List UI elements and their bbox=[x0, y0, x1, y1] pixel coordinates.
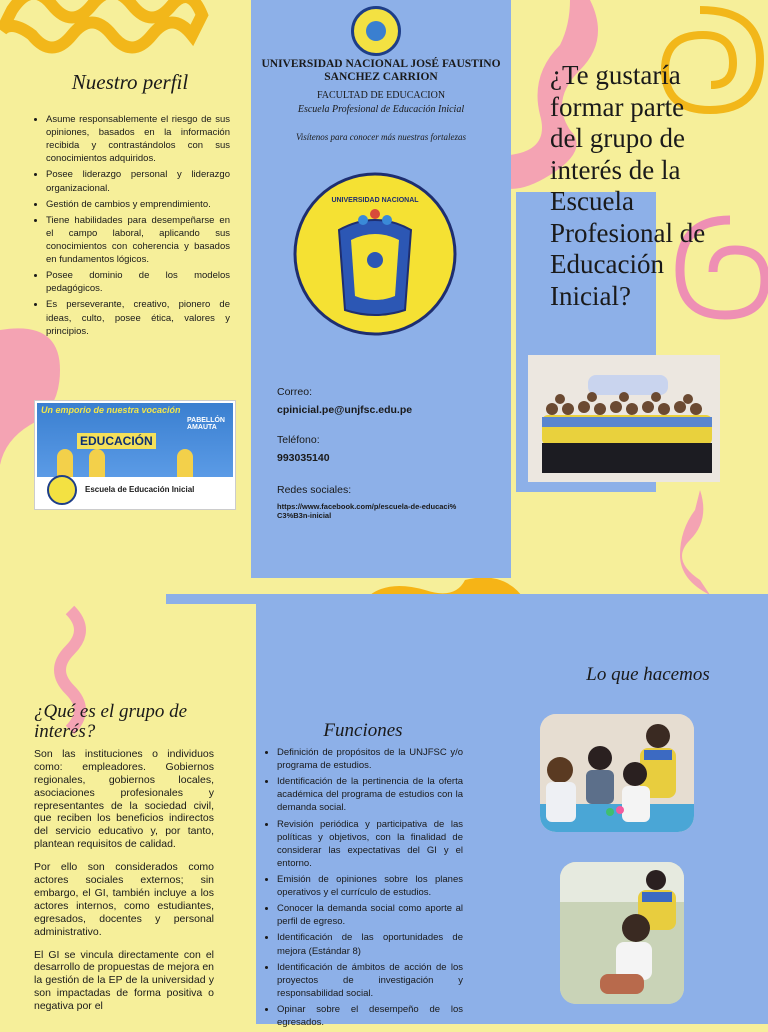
que-es-p1: Son las instituciones o individuos como: empleadores. Gobiernos regionales, gobiernos locales, asociaciones profesionales y representantes de la sociedad civil, que reciben los beneficios indirectos del servicio educativo y, por tanto, plantean requisitos de calidad. bbox=[34, 747, 214, 851]
email-label: Correo: bbox=[277, 386, 313, 398]
que-es-panel bbox=[34, 702, 214, 1013]
pink-wave-right bbox=[680, 490, 710, 595]
perfil-list bbox=[30, 113, 230, 338]
list-item: • Emisión de opiniones sobre los planes operativos y el currículo de estudios. bbox=[277, 873, 463, 899]
list-item: • Definición de propósitos de la UNJFSC y/o programa de estudios. bbox=[277, 746, 463, 772]
banner-logo bbox=[47, 475, 77, 505]
faculty-name: FACULTAD DE EDUCACION bbox=[316, 90, 446, 101]
cartoon-figures bbox=[47, 447, 227, 477]
banner-sign: EDUCACIÓN bbox=[77, 433, 156, 449]
perfil-panel bbox=[30, 70, 230, 341]
school-banner-image bbox=[34, 400, 236, 510]
funciones-list bbox=[263, 746, 463, 1029]
perfil-title: Nuestro perfil bbox=[71, 70, 189, 94]
group-photo bbox=[528, 355, 720, 482]
funciones-title: Funciones bbox=[323, 720, 403, 741]
list-item: • Posee dominio de los modelos pedagógicos. bbox=[46, 269, 230, 295]
children-photo-1 bbox=[540, 714, 694, 832]
list-item: • Identificación de ámbitos de acción de los proyectos de investigación y responsabilidad social. bbox=[277, 961, 463, 1000]
list-item: • Tiene habilidades para desempeñarse en el campo laboral, aplicando sus conocimientos con coherencia y basados en fundamentos lógicos. bbox=[46, 214, 230, 266]
list-item: • Revisión periódica y participativa de las políticas y objetivos, con la finalidad de considerar las expectativas del GI y el entorno. bbox=[277, 818, 463, 870]
school-name: Escuela Profesional de Educación Inicial bbox=[297, 104, 465, 115]
banner-sign-right: PABELLÓN AMAUTA bbox=[187, 417, 225, 431]
back-top-strip bbox=[166, 594, 256, 604]
invite-text: Visítenos para conocer más nuestras fortalezas bbox=[295, 132, 467, 142]
que-es-p2: Por ello son considerados como actores sociales externos; sin embargo, el GI, también incluye a los actores internos, como estudiantes, egresados, docentes y personal administrativo. bbox=[34, 861, 214, 938]
list-item: • Gestión de cambios y emprendimiento. bbox=[46, 198, 230, 211]
orange-squiggle bbox=[2, 0, 202, 48]
email-value[interactable]: cpinicial.pe@unjfsc.edu.pe bbox=[277, 404, 413, 416]
phone-value[interactable]: 993035140 bbox=[277, 452, 330, 464]
center-panel bbox=[251, 0, 511, 578]
list-item: • Opinar sobre el desempeño de los egresados. bbox=[277, 1003, 463, 1029]
lo-que-hacemos-title: Lo que hacemos bbox=[586, 664, 710, 685]
social-label: Redes sociales: bbox=[277, 484, 352, 496]
banner-top-text: Un emporio de nuestra vocación bbox=[41, 405, 181, 415]
list-item: • Identificación de las oportunidades de mejora (Estándar 8) bbox=[277, 931, 463, 957]
children-photo-2 bbox=[560, 862, 684, 1004]
svg-text:UNIVERSIDAD NACIONAL: UNIVERSIDAD NACIONAL bbox=[331, 197, 419, 204]
que-es-title: ¿Qué es el grupo de interés? bbox=[34, 701, 188, 742]
que-es-p3: El GI se vincula directamente con el desarrollo de propuestas de mejora en la gestión de la EP de la universidad y son impactadas de forma positiva o negativa por el bbox=[34, 948, 214, 1013]
university-logo bbox=[291, 170, 459, 338]
social-url[interactable]: https://www.facebook.com/p/escuela-de-educaci%C3%B3n-inicial bbox=[277, 502, 457, 521]
phone-label: Teléfono: bbox=[277, 434, 320, 446]
list-item: • Identificación de la pertinencia de la oferta académica del programa de estudios con la demanda social. bbox=[277, 775, 463, 814]
list-item: • Es perseverante, creativo, pionero de ideas, culto, posee ética, valores y principios. bbox=[46, 298, 230, 337]
funciones-panel bbox=[263, 720, 463, 1032]
list-item: • Asume responsablemente el riesgo de sus opiniones, basados en la información recibida y contrastándolos con sus conocimientos adquiridos. bbox=[46, 113, 230, 165]
banner-caption: Escuela de Educación Inicial bbox=[85, 485, 195, 494]
question-heading: ¿Te gustaría formar parte del grupo de interés de la Escuela Profesional de Educación Inicial? bbox=[550, 60, 706, 312]
university-seal bbox=[351, 6, 401, 56]
university-name: UNIVERSIDAD NACIONAL JOSÉ FAUSTINO SANCHEZ CARRION bbox=[261, 58, 501, 83]
list-item: • Posee liderazgo personal y liderazgo organizacional. bbox=[46, 168, 230, 194]
list-item: • Conocer la demanda social como aporte al perfil de egreso. bbox=[277, 902, 463, 928]
